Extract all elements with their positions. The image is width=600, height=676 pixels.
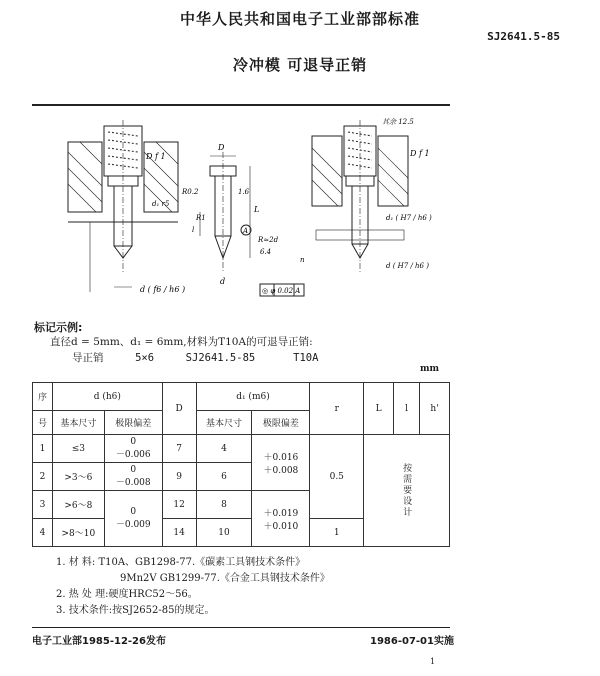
label-d1-left: d₁ r5 xyxy=(152,200,170,208)
label-D: D xyxy=(218,143,225,152)
unit-label: mm xyxy=(420,364,440,374)
label-d-fit2: d ( H7 / h6 ) xyxy=(386,262,429,270)
example-line-2: 导正销 5×6 SJ2641.5-85 T10A xyxy=(72,352,319,364)
header-h: h' xyxy=(420,383,450,435)
cell-d-dev: 0 －0.006 xyxy=(104,435,162,463)
header-L: L xyxy=(364,383,394,435)
header-d1: d₁ (m6) xyxy=(196,383,310,411)
label-n: n xyxy=(300,256,305,264)
example-line-1: 直径d = 5mm、d₁ = 6mm,材料为T10A的可退导正销: xyxy=(50,336,313,348)
label-roughness: 1.6 xyxy=(238,188,250,196)
cell-d1: 8 xyxy=(196,491,252,519)
header-d1-base: 基本尺寸 xyxy=(196,411,252,435)
cell-d1: 10 xyxy=(196,519,252,547)
label-l: l xyxy=(192,226,195,234)
page-title: 冷冲模 可退导正销 xyxy=(232,56,368,74)
note-1b: 9Mn2V GB1299-77.《合金工具钢技术条件》 xyxy=(120,573,330,584)
note-1: 1. 材 料: T10A、GB1298-77.《碳素工具钢技术条件》 xyxy=(56,557,306,568)
cell-r-b: 1 xyxy=(310,519,364,547)
label-d-fit-right: D f 1 xyxy=(410,149,430,158)
header-d: d (h6) xyxy=(52,383,162,411)
note-3: 3. 技术条件:按SJ2652-85的规定。 xyxy=(56,605,215,616)
cell-design-note: 按需要设计 xyxy=(364,435,450,547)
cell-d: >3～6 xyxy=(52,463,104,491)
center-part-view xyxy=(200,152,304,296)
cell-d1: 4 xyxy=(196,435,252,463)
cell-d-dev: 0 －0.009 xyxy=(104,491,162,547)
header-d-base: 基本尺寸 xyxy=(52,411,104,435)
header-D: D xyxy=(162,383,196,435)
cell-d: >8～10 xyxy=(52,519,104,547)
label-datum-a: A xyxy=(243,227,249,235)
header-d1-dev: 极限偏差 xyxy=(252,411,310,435)
label-r2d: R≈2d xyxy=(258,236,279,244)
cell-seq: 4 xyxy=(33,519,53,547)
label-R02: R0.2 xyxy=(182,188,199,196)
die-block-left xyxy=(68,142,102,212)
header-l: l xyxy=(394,383,420,435)
standard-header-title: 中华人民共和国电子工业部部标准 xyxy=(179,10,420,28)
label-d-fit-left: D f 1 xyxy=(146,152,166,161)
cell-d1: 6 xyxy=(196,463,252,491)
header-seq2: 号 xyxy=(33,411,53,435)
cell-d-dev: 0 －0.008 xyxy=(104,463,162,491)
right-assembly-view xyxy=(312,120,408,272)
cell-seq: 1 xyxy=(33,435,53,463)
label-R1: R1 xyxy=(196,214,206,222)
cell-D: 9 xyxy=(162,463,196,491)
header-seq: 序 xyxy=(33,383,53,411)
label-d-bottom: d ( f6 / h6 ) xyxy=(140,285,186,294)
label-d1-fit: d₁ ( H7 / h6 ) xyxy=(386,214,432,222)
header-d-dev: 极限偏差 xyxy=(104,411,162,435)
cell-D: 14 xyxy=(162,519,196,547)
header-r: r xyxy=(310,383,364,435)
cell-d: >6～8 xyxy=(52,491,104,519)
note-2: 2. 热 处 理:硬度HRC52～56。 xyxy=(56,589,198,600)
cell-D: 12 xyxy=(162,491,196,519)
cell-d1-dev-a: ＋0.016 ＋0.008 xyxy=(252,435,310,491)
standard-code: SJ2641.5-85 xyxy=(487,30,560,43)
label-d-small: d xyxy=(220,277,226,286)
cell-seq: 2 xyxy=(33,463,53,491)
label-runout: ◎ φ 0.02 A xyxy=(262,287,301,295)
footer-effective: 1986-07-01实施 xyxy=(370,636,454,647)
page-number: 1 xyxy=(430,657,436,666)
example-label: 标记示例: xyxy=(34,321,83,334)
cell-seq: 3 xyxy=(33,491,53,519)
cell-d: ≤3 xyxy=(52,435,104,463)
technical-drawing xyxy=(60,112,470,312)
table-row xyxy=(33,435,450,463)
footer-divider xyxy=(32,627,450,628)
label-surface-rest: 其余 12.5 xyxy=(382,118,414,126)
label-L: L xyxy=(254,205,260,214)
spec-table xyxy=(32,382,450,547)
cell-r-a: 0.5 xyxy=(310,435,364,519)
cell-D: 7 xyxy=(162,435,196,463)
header-divider xyxy=(32,104,450,106)
footer-issued: 电子工业部1985-12-26发布 xyxy=(32,636,166,647)
label-roughness2: 6.4 xyxy=(260,248,272,256)
notes-block xyxy=(56,555,330,619)
cell-d1-dev-b: ＋0.019 ＋0.010 xyxy=(252,491,310,547)
